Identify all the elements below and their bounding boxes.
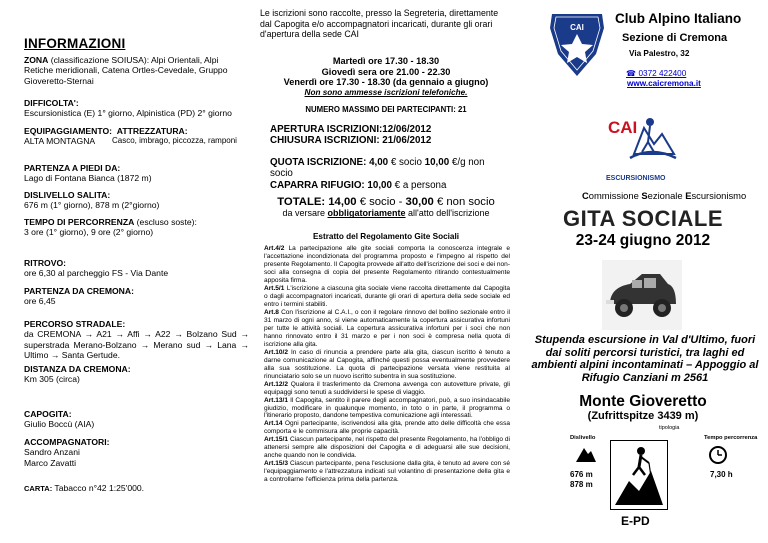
- percorso-text: da CREMONA → A21 → Affi → A22 → Bolzano Sud → superstrada Merano-Bolzano → Merano sud → Lana → Ultimo → Santa Gertude.: [24, 329, 249, 361]
- caparra-label: CAPARRA RIFUGIO:: [270, 179, 365, 191]
- difficolta-text: Escursionistica (E) 1° giorno, Alpinistica (PD) 2° giorno: [24, 108, 232, 119]
- capogita-block: [24, 409, 249, 430]
- cai-phone[interactable]: ☎ 0372 422400: [626, 69, 687, 78]
- info-heading: INFORMAZIONI: [24, 36, 126, 51]
- iscr-intro: Le iscrizioni sono raccolte, presso la Segreteria, direttamente dal Capogita e/o accompagnatori incaricati, durante gli orari d'apertura della sede CAI: [260, 8, 499, 40]
- hiker-pictogram-frame: [610, 440, 668, 510]
- rule-item: [264, 285, 510, 309]
- rule-item: [264, 436, 510, 460]
- rule-text: La partecipazione alle gite sociali comporta la conoscenza integrale e l'accettazione incondizionata del programma proposto e l'impegno al rispetto del presente Regolamento. Il Capogita provvede all'atto dell'iscrizione dei soci e dei non-soci alla consegna di copia del presente Regolamento ritirando contestualmente apposita firma.: [264, 245, 510, 285]
- cai-logo-icon: [542, 8, 612, 80]
- gita-title: GITA SOCIALE: [563, 206, 723, 231]
- totale-non-txt: € non socio: [433, 196, 495, 209]
- orari-1: Martedì ore 17.30 - 18.30: [332, 55, 440, 66]
- caparra-txt: € a persona: [391, 179, 447, 191]
- rule-item: [264, 349, 510, 381]
- carta-label: CARTA:: [24, 484, 53, 493]
- rule-item: [264, 381, 510, 397]
- rule-text: Con l'iscrizione al C.A.I., o con il regolare rinnovo del bollino sezionale entro il 31 marzo di ogni anno, si viene automaticamente la copertura assicurativa infortuni per tutte le attività sociali. La copertura assicurativa infortuni per i soci che non hanno rinnovato entro il 31 marzo e per i non soci è compresa nella quota di iscrizione alla gita.: [264, 309, 510, 348]
- cai-web-link[interactable]: www.caicremona.it: [627, 79, 701, 88]
- tempo-value: 7,30 h: [710, 470, 733, 479]
- no-tel-note: Non sono ammesse iscrizioni telefoniche.: [304, 88, 468, 98]
- totale-socio: 14,00: [325, 196, 357, 209]
- quota-non-txt: €/g non socio: [270, 156, 485, 180]
- quota-non: 10,00: [424, 156, 450, 168]
- partenza-label: PARTENZA A PIEDI DA:: [24, 163, 121, 173]
- zona-block: [24, 55, 249, 86]
- monte-title: Monte Gioveretto: [579, 393, 707, 410]
- regolamento-list: [264, 245, 510, 484]
- rule-text: Il Capogita, sentito il parere degli accompagnatori, può, a suo insindacabile giudizio, modificare in qualunque momento, in toto o in parte, il programma o l'itinerario proposto, dandone tempestiva comunicazione agli interessati.: [264, 396, 510, 420]
- clock-icon: [708, 445, 728, 465]
- tempo-text: 3 ore (1° giorno), 9 ore (2° giorno): [24, 227, 154, 238]
- rule-number: Art.13/1: [264, 396, 289, 404]
- dislivello-text: 676 m (1° giorno), 878 m (2°giorno): [24, 200, 160, 211]
- gita-date: 23-24 giugno 2012: [575, 232, 711, 249]
- rule-text: Ciascun partecipante, nel rispetto del presente Regolamento, ha l'obbligo di attenersi sempre alle disposizioni del Capogita e di adeguarsi alle sue decisioni, anche quando non le condivida.: [264, 436, 510, 460]
- accomp-label: ACCOMPAGNATORI:: [24, 437, 110, 447]
- caparra-line: [270, 180, 510, 192]
- capogita-text: Giulio Boccù (AIA): [24, 419, 95, 430]
- versare-pre: da versare: [282, 208, 328, 219]
- rule-text: Ogni partecipante, iscrivendosi alla gita, prende atto delle difficoltà che essa comporta e le commisura alle proprie capacità.: [264, 420, 510, 436]
- ritrovo-block: [24, 258, 249, 279]
- totale-label: TOTALE:: [277, 196, 326, 209]
- carta-block: [24, 483, 249, 494]
- percorso-block: [24, 319, 249, 361]
- totale-socio-txt: € socio -: [356, 196, 406, 209]
- dislivello-icon-label: Dislivello: [570, 435, 596, 441]
- grade-label: E-PD: [621, 514, 650, 528]
- hiker-icon: [611, 441, 667, 509]
- tempo-label: TEMPO DI PERCORRENZA: [24, 217, 135, 227]
- caparra-val: 10,00: [364, 179, 392, 191]
- ritrovo-label: RITROVO:: [24, 258, 67, 268]
- accomp-1: Sandro Anzani: [24, 447, 80, 458]
- versare-line: [262, 208, 510, 218]
- quota-socio: 4,00: [366, 156, 389, 168]
- accomp-2: Marco Zavatti: [24, 457, 77, 468]
- totale-line: [262, 196, 510, 208]
- percorso-label: PERCORSO STRADALE:: [24, 319, 126, 329]
- carta-text: Tabacco n°42 1:25'000.: [52, 483, 145, 493]
- vintage-car-icon: [602, 260, 682, 330]
- orari-2: Giovedì sera ore 21.00 - 22.30: [321, 66, 451, 77]
- versare-post: all'atto dell'iscrizione: [405, 208, 490, 219]
- accomp-block: [24, 437, 249, 468]
- distanza-text: Km 305 (circa): [24, 374, 80, 385]
- versare-bold: obbligatoriamente: [327, 208, 406, 219]
- zufrittspitze-subtitle: (Zufrittspitze 3439 m): [587, 410, 699, 422]
- dislivello-icon: [574, 444, 598, 464]
- escursionismo-logo-icon: [604, 100, 694, 188]
- rule-number: Art.15/3: [264, 460, 289, 468]
- totale-non: 30,00: [405, 196, 434, 209]
- cai-sezione: Sezione di Cremona: [622, 32, 728, 44]
- regolamento-title: Estratto del Regolamento Gite Sociali: [312, 232, 460, 242]
- iscrizioni-column: [250, 0, 518, 543]
- orari-3: Venerdì ore 17.30 - 18.30 (da gennaio a giugno): [283, 77, 489, 88]
- distanza-block: [24, 364, 249, 385]
- max-partecipanti: NUMERO MASSIMO DEI PARTECIPANTI: 21: [305, 105, 467, 115]
- gita-description: Stupenda escursione in Val d'Ultimo, fuori dai soliti percorsi turistici, tra laghi ed ambienti alpini incontaminati – Appoggio al Rifugio Canziani m 2561: [531, 334, 759, 385]
- rule-number: Art.8: [264, 309, 279, 317]
- escursionismo-logo-text: ESCURSIONISMO: [606, 175, 666, 182]
- attrezz-value: Casco, imbrago, piccozza, ramponi: [112, 136, 237, 146]
- quota-socio-txt: € socio: [388, 156, 425, 168]
- ritrovo-text: ore 6,30 al parcheggio FS - Via Dante: [24, 268, 169, 279]
- tempo-icon-label: Tempo percorrenza: [704, 435, 758, 441]
- attrezz-label: ATTREZZATURA:: [116, 126, 188, 136]
- rule-number: Art.4/2: [264, 245, 285, 253]
- capogita-label: CAPOGITA:: [24, 409, 72, 419]
- rule-number: Art.15/1: [264, 436, 289, 444]
- rule-number: Art.5/1: [264, 285, 285, 293]
- rule-item: [264, 245, 510, 285]
- tipologia-label: tipologia: [659, 425, 680, 431]
- commissione-text: Commissione Sezionale Escursionismo: [582, 190, 747, 201]
- svg-text:CAI: CAI: [608, 118, 638, 137]
- difficolta-block: [24, 98, 249, 119]
- quota-line: [270, 157, 510, 180]
- partcr-block: [24, 286, 249, 307]
- zona-label: ZONA: [24, 55, 49, 65]
- rule-item: [264, 460, 510, 484]
- partenza-text: Lago di Fontana Bianca (1872 m): [24, 173, 152, 184]
- rule-number: Art.12/2: [264, 380, 289, 388]
- rule-number: Art.10/2: [264, 348, 289, 356]
- apertura: APERTURA ISCRIZIONI:12/06/2012: [270, 123, 432, 135]
- rule-text: In caso di rinuncia a prendere parte alla gita, ciascun iscritto è tenuto a darne comunicazione al Capogita, affinché questi possa eventualmente provvedere alla sua sostituzione. La quota di partecipazione versata viene restituita al rinunciatario solo se un nuovo iscritto subentra in sua sostituzione.: [264, 348, 510, 380]
- zona-text: (classificazione SOIUSA): Alpi Orientali, Alpi Retiche meridionali, Catena Ortles-Cevedale, Gruppo Gioveretto-Sternai: [24, 55, 228, 86]
- chiusura: CHIUSURA ISCRIZIONI: 21/06/2012: [270, 134, 432, 146]
- partcr-label: PARTENZA DA CREMONA:: [24, 286, 134, 296]
- cai-title: Club Alpino Italiano: [615, 11, 742, 26]
- svg-text:CAI: CAI: [570, 23, 584, 32]
- cover-column: [518, 0, 768, 543]
- rule-text: L'iscrizione a ciascuna gita sociale viene raccolta direttamente dal Capogita o dagli accompagnatori incaricati, durante gli orari di apertura della sede sociale ed entro i termini stabiliti.: [264, 285, 510, 309]
- tempo-block: [24, 217, 249, 238]
- equip-block: [24, 126, 249, 147]
- partenza-block: [24, 163, 249, 184]
- equip-label: EQUIPAGGIAMENTO:: [24, 126, 113, 136]
- dislivello-values: 676 m 878 m: [570, 470, 593, 489]
- quota-label: QUOTA ISCRIZIONE:: [270, 156, 367, 168]
- dislivello-block: [24, 190, 249, 211]
- rule-item: [264, 397, 510, 421]
- tempo-suffix: (escluso soste):: [134, 217, 197, 227]
- rule-text: Ciascun partecipante, pena l'esclusione dalla gita, è tenuto ad avere con sé l'equipaggiamento e l'attrezzatura indicati sul volantino di presentazione della gita e a controllarne l'efficienza prima della partenza.: [264, 460, 510, 484]
- rule-item: [264, 309, 510, 349]
- difficolta-label: DIFFICOLTA':: [24, 98, 79, 108]
- equip-value: ALTA MONTAGNA: [24, 136, 96, 147]
- rule-number: Art.14: [264, 420, 283, 428]
- dislivello-label: DISLIVELLO SALITA:: [24, 190, 111, 200]
- rule-text: Qualora il trasferimento da Cremona avvenga con autovetture private, gli equipaggi sono tenuti a suddividersi le spese di viaggio.: [264, 380, 510, 396]
- cai-address: Via Palestro, 32: [629, 49, 690, 58]
- rule-item: [264, 420, 510, 436]
- distanza-label: DISTANZA DA CREMONA:: [24, 364, 131, 374]
- partcr-text: ore 6,45: [24, 296, 56, 307]
